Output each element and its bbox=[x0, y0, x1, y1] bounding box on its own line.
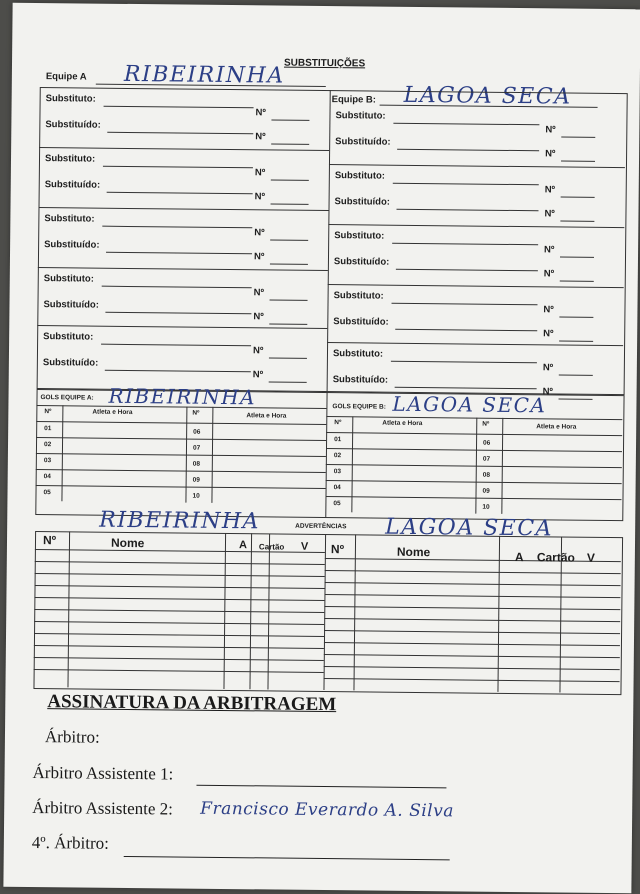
assistant1-label: Árbitro Assistente 1: bbox=[32, 762, 174, 784]
substituted-label: Substituído: bbox=[332, 374, 389, 386]
goal-number-left: 01 bbox=[334, 436, 342, 444]
substitute-label: Substituto: bbox=[335, 110, 386, 122]
substituted-label: Substituído: bbox=[334, 196, 391, 208]
goal-number-right: 08 bbox=[482, 471, 490, 479]
substituted-number-label: Nº bbox=[254, 191, 266, 203]
goal-number-right: 07 bbox=[482, 455, 491, 463]
substitute-label: Substituto: bbox=[43, 331, 94, 343]
warn-col-a-a: A bbox=[238, 539, 247, 552]
goal-number-left: 02 bbox=[333, 452, 342, 460]
goal-number-right: 10 bbox=[192, 492, 200, 500]
goal-athlete-field[interactable] bbox=[63, 486, 183, 501]
goals-col-num: Nº bbox=[192, 409, 200, 417]
substitute-label: Substituto: bbox=[334, 230, 385, 242]
goal-athlete-field[interactable] bbox=[503, 499, 617, 514]
referee-label: Árbitro: bbox=[44, 727, 100, 747]
goal-athlete-field[interactable] bbox=[214, 440, 322, 455]
substitute-label: Substituto: bbox=[44, 153, 96, 165]
goal-athlete-field[interactable] bbox=[64, 422, 184, 437]
substituted-label: Substituído: bbox=[335, 136, 391, 148]
goal-athlete-field[interactable] bbox=[504, 435, 618, 450]
substituted-number-label: Nº bbox=[545, 148, 556, 160]
goal-athlete-field[interactable] bbox=[213, 488, 321, 503]
goal-athlete-field[interactable] bbox=[353, 497, 473, 512]
goal-number-left: 04 bbox=[333, 484, 341, 492]
goals-a-label: GOLS EQUIPE A: bbox=[40, 394, 94, 402]
substituted-number-label: Nº bbox=[255, 131, 266, 143]
goal-number-right: 08 bbox=[192, 460, 201, 468]
warn-col-name-b: Nome bbox=[396, 544, 431, 560]
substitute-number-label: Nº bbox=[255, 107, 266, 119]
goal-number-left: 03 bbox=[333, 468, 342, 476]
goals-b-team: LAGOA SECA bbox=[392, 391, 547, 418]
goal-athlete-field[interactable] bbox=[64, 438, 184, 453]
substituted-number-label: Nº bbox=[543, 328, 554, 340]
substituted-label: Substituído: bbox=[333, 256, 390, 268]
warnings-title: ADVERTÊNCIAS bbox=[295, 522, 347, 531]
substitute-number-label: Nº bbox=[254, 227, 265, 239]
substitute-label: Substituto: bbox=[334, 170, 386, 182]
warn-col-num-a: Nº bbox=[42, 533, 57, 548]
substituted-number-label: Nº bbox=[252, 369, 264, 381]
goals-col-num: Nº bbox=[482, 420, 490, 428]
goals-col-athlete: Atleta e Hora bbox=[382, 419, 423, 428]
substitute-number-label: Nº bbox=[545, 124, 556, 136]
goals-b-label: GOLS EQUIPE B: bbox=[332, 403, 386, 411]
substituted-label: Substituído: bbox=[42, 357, 99, 369]
goal-number-right: 10 bbox=[482, 503, 490, 511]
warnings-team-a: RIBEIRINHA bbox=[99, 507, 261, 535]
page-title: SUBSTITUIÇÕES bbox=[283, 57, 366, 70]
substituted-label: Substituído: bbox=[44, 239, 100, 251]
substitute-number-label: Nº bbox=[252, 345, 264, 357]
warnings-team-b: LAGOA SECA bbox=[385, 514, 554, 542]
assistant1-signature-line[interactable] bbox=[196, 785, 446, 789]
warn-col-card-b: Cartão bbox=[536, 550, 575, 565]
goal-athlete-field[interactable] bbox=[354, 481, 474, 496]
goal-number-right: 07 bbox=[192, 444, 201, 452]
assistant2-label: Árbitro Assistente 2: bbox=[32, 797, 174, 819]
goal-athlete-field[interactable] bbox=[503, 483, 617, 498]
goals-col-athlete: Atleta e Hora bbox=[92, 408, 133, 417]
warn-col-v-a: V bbox=[300, 540, 309, 553]
substitute-label: Substituto: bbox=[44, 213, 95, 225]
assistant2-signature: Francisco Everardo A. Silva bbox=[200, 798, 454, 822]
goal-athlete-field[interactable] bbox=[214, 456, 322, 471]
substituted-number-label: Nº bbox=[253, 311, 264, 323]
substituted-label: Substituído: bbox=[44, 179, 101, 191]
goal-athlete-field[interactable] bbox=[214, 472, 322, 487]
team-a-name: RIBEIRINHA bbox=[123, 61, 285, 89]
goal-athlete-field[interactable] bbox=[214, 424, 322, 439]
warn-col-v-b: V bbox=[586, 550, 595, 565]
fourth-referee-signature-line[interactable] bbox=[124, 856, 450, 860]
signature-title: ASSINATURA DA ARBITRAGEM bbox=[47, 691, 337, 716]
substituted-number-label: Nº bbox=[543, 268, 555, 280]
substitute-number-label: Nº bbox=[544, 244, 555, 256]
goal-athlete-field[interactable] bbox=[504, 467, 618, 482]
goal-athlete-field[interactable] bbox=[354, 465, 474, 480]
goal-number-left: 05 bbox=[43, 489, 51, 497]
goal-number-left: 01 bbox=[44, 425, 52, 433]
goal-athlete-field[interactable] bbox=[504, 451, 618, 466]
substituted-number-label: Nº bbox=[253, 251, 265, 263]
goals-col-num: Nº bbox=[334, 419, 342, 427]
warn-col-name-a: Nome bbox=[110, 535, 145, 551]
goal-athlete-field[interactable] bbox=[354, 433, 474, 448]
substitute-number-label: Nº bbox=[542, 362, 554, 374]
match-report-sheet bbox=[3, 3, 640, 894]
goal-number-right: 06 bbox=[483, 439, 491, 447]
goal-athlete-field[interactable] bbox=[64, 454, 184, 469]
substitute-number-label: Nº bbox=[544, 184, 556, 196]
warn-col-num-b: Nº bbox=[330, 542, 345, 557]
goal-number-left: 03 bbox=[43, 457, 52, 465]
substitute-label: Substituto: bbox=[45, 93, 96, 105]
goals-col-num: Nº bbox=[44, 408, 52, 416]
substituted-number-label: Nº bbox=[542, 386, 554, 398]
substitute-number-label: Nº bbox=[543, 304, 554, 316]
warnings-grid bbox=[13, 3, 640, 10]
goals-col-athlete: Atleta e Hora bbox=[536, 423, 577, 431]
substituted-label: Substituído: bbox=[333, 316, 389, 328]
warn-col-a-b: A bbox=[514, 550, 524, 565]
goal-number-right: 09 bbox=[192, 476, 200, 484]
fourth-referee-label: 4º. Árbitro: bbox=[31, 832, 109, 853]
warn-col-card-a: Cartão bbox=[258, 542, 285, 552]
substitute-label: Substituto: bbox=[333, 290, 384, 302]
team-a-label: Equipe A bbox=[45, 71, 87, 83]
substitute-label: Substituto: bbox=[43, 273, 94, 285]
team-b-name: LAGOA SECA bbox=[403, 82, 572, 110]
substitute-number-label: Nº bbox=[254, 167, 266, 179]
goal-number-right: 06 bbox=[193, 428, 201, 436]
substitute-number-label: Nº bbox=[253, 287, 265, 299]
goal-number-left: 04 bbox=[43, 473, 51, 481]
goal-number-right: 09 bbox=[482, 487, 490, 495]
substitute-label: Substituto: bbox=[332, 348, 384, 360]
goals-a-team: RIBEIRINHA bbox=[108, 383, 257, 410]
substituted-label: Substituído: bbox=[43, 299, 99, 311]
substituted-label: Substituído: bbox=[45, 119, 101, 131]
team-b-label: Equipe B: bbox=[331, 94, 377, 106]
goal-athlete-field[interactable] bbox=[64, 470, 184, 485]
substituted-number-label: Nº bbox=[544, 208, 555, 220]
goal-athlete-field[interactable] bbox=[354, 449, 474, 464]
goals-col-athlete: Atleta e Hora bbox=[246, 412, 287, 420]
goal-number-left: 05 bbox=[333, 500, 341, 508]
goal-number-left: 02 bbox=[43, 441, 52, 449]
